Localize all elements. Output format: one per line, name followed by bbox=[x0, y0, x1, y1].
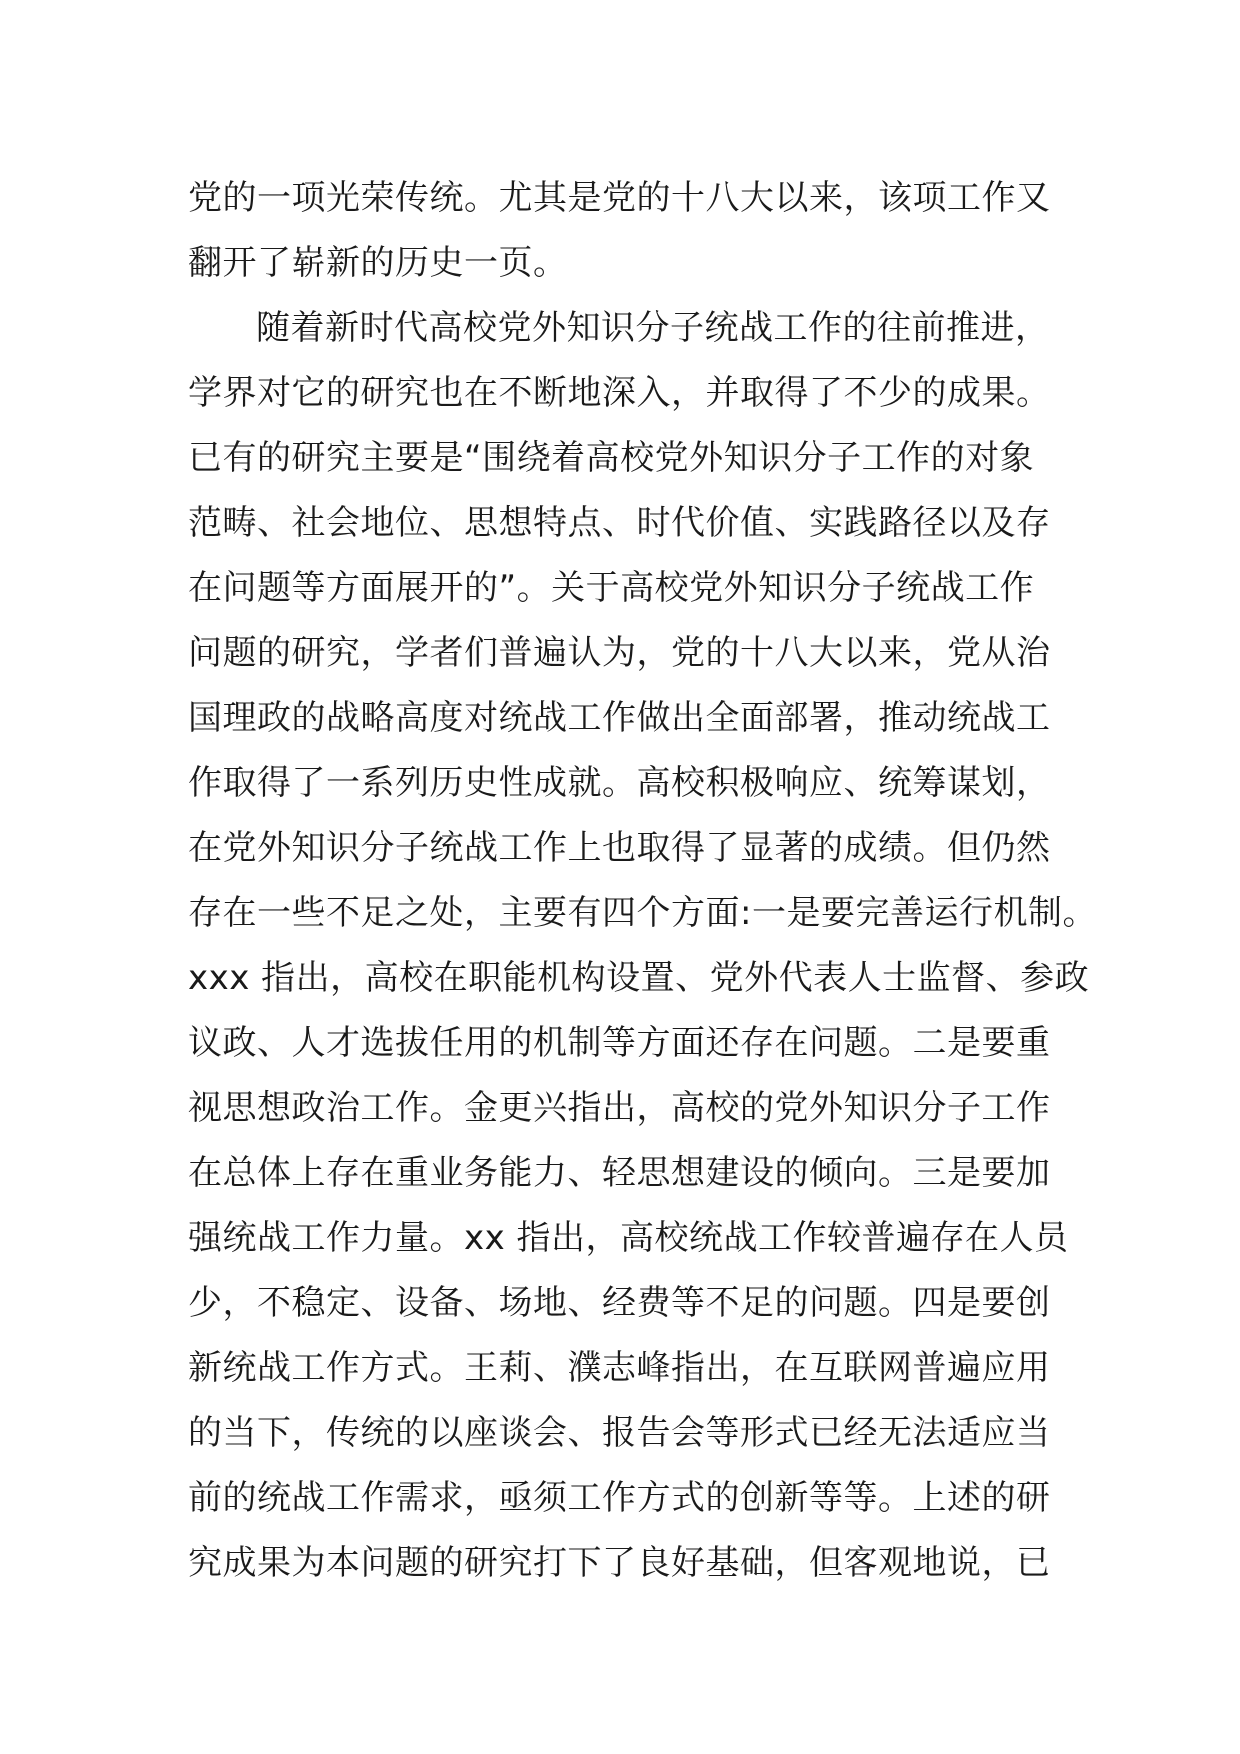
text-line: 少，不稳定、设备、场地、经费等不足的问题。四是要创 bbox=[188, 1283, 1051, 1323]
text-line: 在总体上存在重业务能力、轻思想建设的倾向。三是要加 bbox=[188, 1153, 1051, 1193]
text-line: 的当下，传统的以座谈会、报告会等形式已经无法适应当 bbox=[188, 1413, 1051, 1453]
text-line: 学界对它的研究也在不断地深入，并取得了不少的成果。 bbox=[188, 373, 1051, 413]
text-line: 在党外知识分子统战工作上也取得了显著的成绩。但仍然 bbox=[188, 828, 1051, 868]
text-line: 强统战工作力量。xx 指出，高校统战工作较普遍存在人员 bbox=[188, 1218, 1069, 1258]
text-line: 究成果为本问题的研究打下了良好基础，但客观地说，已 bbox=[188, 1543, 1051, 1583]
text-line: xxx 指出，高校在职能机构设置、党外代表人士监督、参政 bbox=[188, 958, 1090, 998]
text-line: 视思想政治工作。金更兴指出，高校的党外知识分子工作 bbox=[188, 1088, 1051, 1128]
text-line: 存在一些不足之处，主要有四个方面:一是要完善运行机制。 bbox=[188, 893, 1097, 933]
text-line: 问题的研究，学者们普遍认为，党的十八大以来，党从治 bbox=[188, 633, 1051, 673]
text-line: 党的一项光荣传统。尤其是党的十八大以来，该项工作又 bbox=[188, 178, 1051, 218]
text-line: 已有的研究主要是“围绕着高校党外知识分子工作的对象 bbox=[188, 438, 1035, 478]
text-line: 作取得了一系列历史性成就。高校积极响应、统筹谋划， bbox=[188, 763, 1051, 803]
text-line: 新统战工作方式。王莉、濮志峰指出，在互联网普遍应用 bbox=[188, 1348, 1051, 1388]
text-line: 翻开了崭新的历史一页。 bbox=[188, 243, 568, 283]
text-line: 国理政的战略高度对统战工作做出全面部署，推动统战工 bbox=[188, 698, 1051, 738]
text-line: 前的统战工作需求，亟须工作方式的创新等等。上述的研 bbox=[188, 1478, 1051, 1518]
text-line: 议政、人才选拔任用的机制等方面还存在问题。二是要重 bbox=[188, 1023, 1051, 1063]
body-text bbox=[188, 166, 1097, 1596]
paragraph-first-line: 随着新时代高校党外知识分子统战工作的往前推进， bbox=[256, 308, 1050, 348]
text-line: 范畴、社会地位、思想特点、时代价值、实践路径以及存 bbox=[188, 503, 1051, 543]
text-line: 在问题等方面展开的”。关于高校党外知识分子统战工作 bbox=[188, 568, 1035, 608]
